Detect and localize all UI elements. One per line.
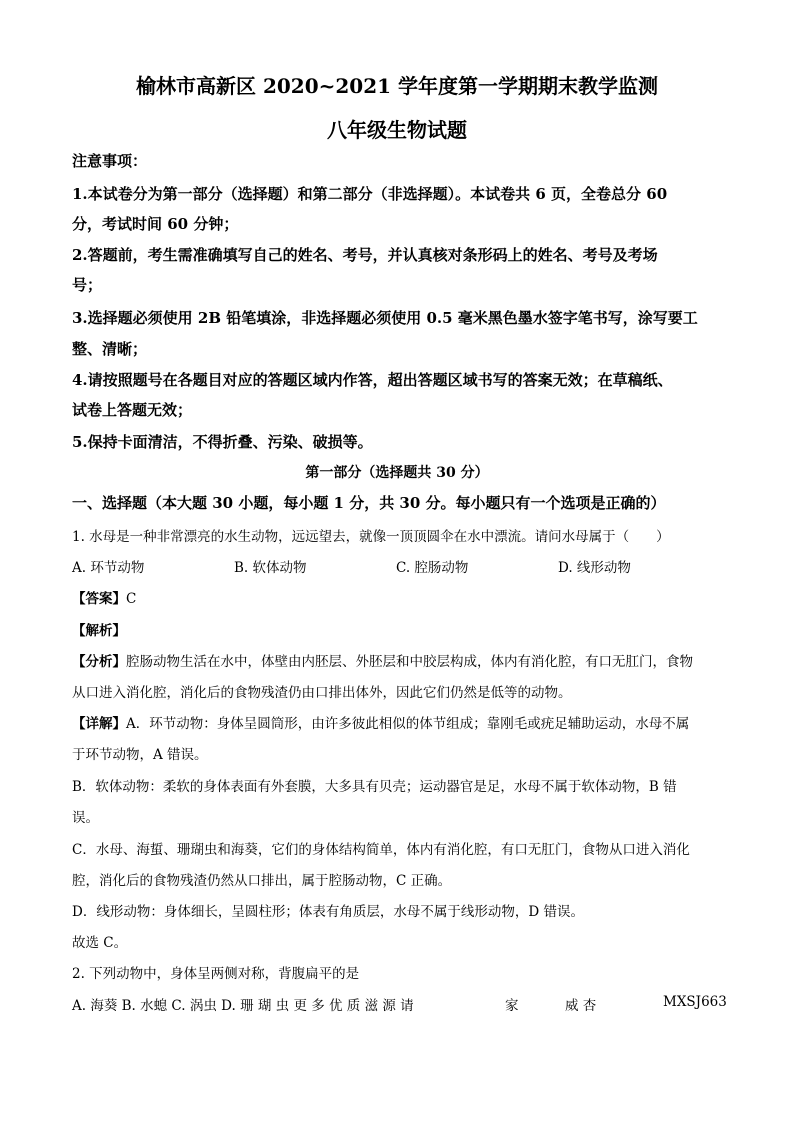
section-heading: 一、选择题（本大题 30 小题，每小题 1 分，共 30 分。每小题只有一个选项是正确的）: [72, 494, 666, 512]
explain-a-text-1: A．环节动物：身体呈圆筒形，由许多彼此相似的体节组成；靠刚毛或疣足辅助运动，水母不属: [126, 716, 690, 732]
note-2-line-2: 号；: [72, 276, 103, 294]
explain-d-line-1: D．线形动物：身体细长，呈圆柱形；体表有角质层，水母不属于线形动物，D 错误。: [72, 904, 584, 920]
note-3-line-1: 3.选择题必须使用 2B 铅笔填涂，非选择题必须使用 0.5 毫米黑色墨水签字笔书写，涂写要工: [72, 309, 698, 327]
note-1-line-2: 分，考试时间 60 分钟；: [72, 215, 239, 233]
exam-title: 榆林市高新区 2020~2021 学年度第一学期期末教学监测: [135, 74, 658, 98]
watermark-fragment-2: 威 杏: [565, 998, 597, 1014]
explain-b-line-1: B．软体动物：柔软的身体表面有外套膜，大多具有贝壳；运动器官是足，水母不属于软体动物，B 错: [72, 779, 677, 795]
question-1-stem: 1. 水母是一种非常漂亮的水生动物，远远望去，就像一顶顶圆伞在水中漂流。请问水母属于（ ）: [72, 529, 670, 545]
explain-c-line-2: 腔，消化后的食物残渣仍然从口排出，属于腔肠动物，C 正确。: [72, 873, 452, 889]
fenxi-text-1: 腔肠动物生活在水中，体壁由内胚层、外胚层和中胶层构成，体内有消化腔，有口无肛门，食物: [126, 654, 693, 670]
analysis-tag: 【解析】: [72, 623, 126, 639]
question-2-options: A. 海葵 B. 水螅 C. 涡虫 D. 珊 瑚 虫 更 多 优 质 滋 源 请: [72, 998, 414, 1014]
notes-heading: 注意事项：: [72, 152, 148, 170]
analysis-line: [72, 619, 732, 639]
note-3-line-2: 整、清晰；: [72, 340, 148, 358]
note-1-line-1: 1.本试卷分为第一部分（选择题）和第二部分（非选择题）。本试卷共 6 页，全卷总分 60: [72, 185, 668, 203]
question-1-option-b: B. 软体动物: [234, 560, 307, 576]
watermark-fragment-1: 家: [505, 998, 519, 1014]
answer-value: C: [126, 591, 137, 607]
note-5-line-1: 5.保持卡面清洁，不得折叠、污染、破损等。: [72, 433, 373, 451]
note-4-line-2: 试卷上答题无效；: [72, 401, 193, 419]
explain-b-line-2: 误。: [72, 810, 99, 826]
conclusion-line: 故选 C。: [72, 935, 128, 951]
fenxi-tag: 【分析】: [72, 654, 126, 670]
fenxi-line-1: [72, 650, 732, 670]
question-1-option-a: A. 环节动物: [72, 560, 145, 576]
question-2-stem: 2. 下列动物中，身体呈两侧对称，背腹扁平的是: [72, 966, 360, 982]
question-1-option-d: D. 线形动物: [558, 560, 631, 576]
explain-a-line-2: 于环节动物，A 错误。: [72, 747, 208, 763]
answer-line: [72, 587, 732, 607]
watermark-code: MXSJ663: [663, 994, 727, 1010]
exam-subtitle: 八年级生物试题: [327, 118, 467, 142]
xiangjie-tag: 【详解】: [72, 716, 126, 732]
note-4-line-1: 4.请按照题号在各题目对应的答题区域内作答，超出答题区域书写的答案无效；在草稿纸、: [72, 371, 673, 389]
part1-heading: 第一部分（选择题共 30 分）: [305, 465, 489, 481]
explain-c-line-1: C．水母、海蜇、珊瑚虫和海葵，它们的身体结构简单，体内有消化腔，有口无肛门，食物从口进入消化: [72, 842, 690, 858]
fenxi-line-2: 从口进入消化腔，消化后的食物残渣仍由口排出体外，因此它们仍然是低等的动物。: [72, 685, 572, 701]
answer-tag: 【答案】: [72, 591, 126, 607]
xiangjie-line-1: [72, 712, 732, 732]
question-1-option-c: C. 腔肠动物: [396, 560, 469, 576]
note-2-line-1: 2.答题前，考生需准确填写自己的姓名、考号，并认真核对条形码上的姓名、考号及考场: [72, 246, 658, 264]
